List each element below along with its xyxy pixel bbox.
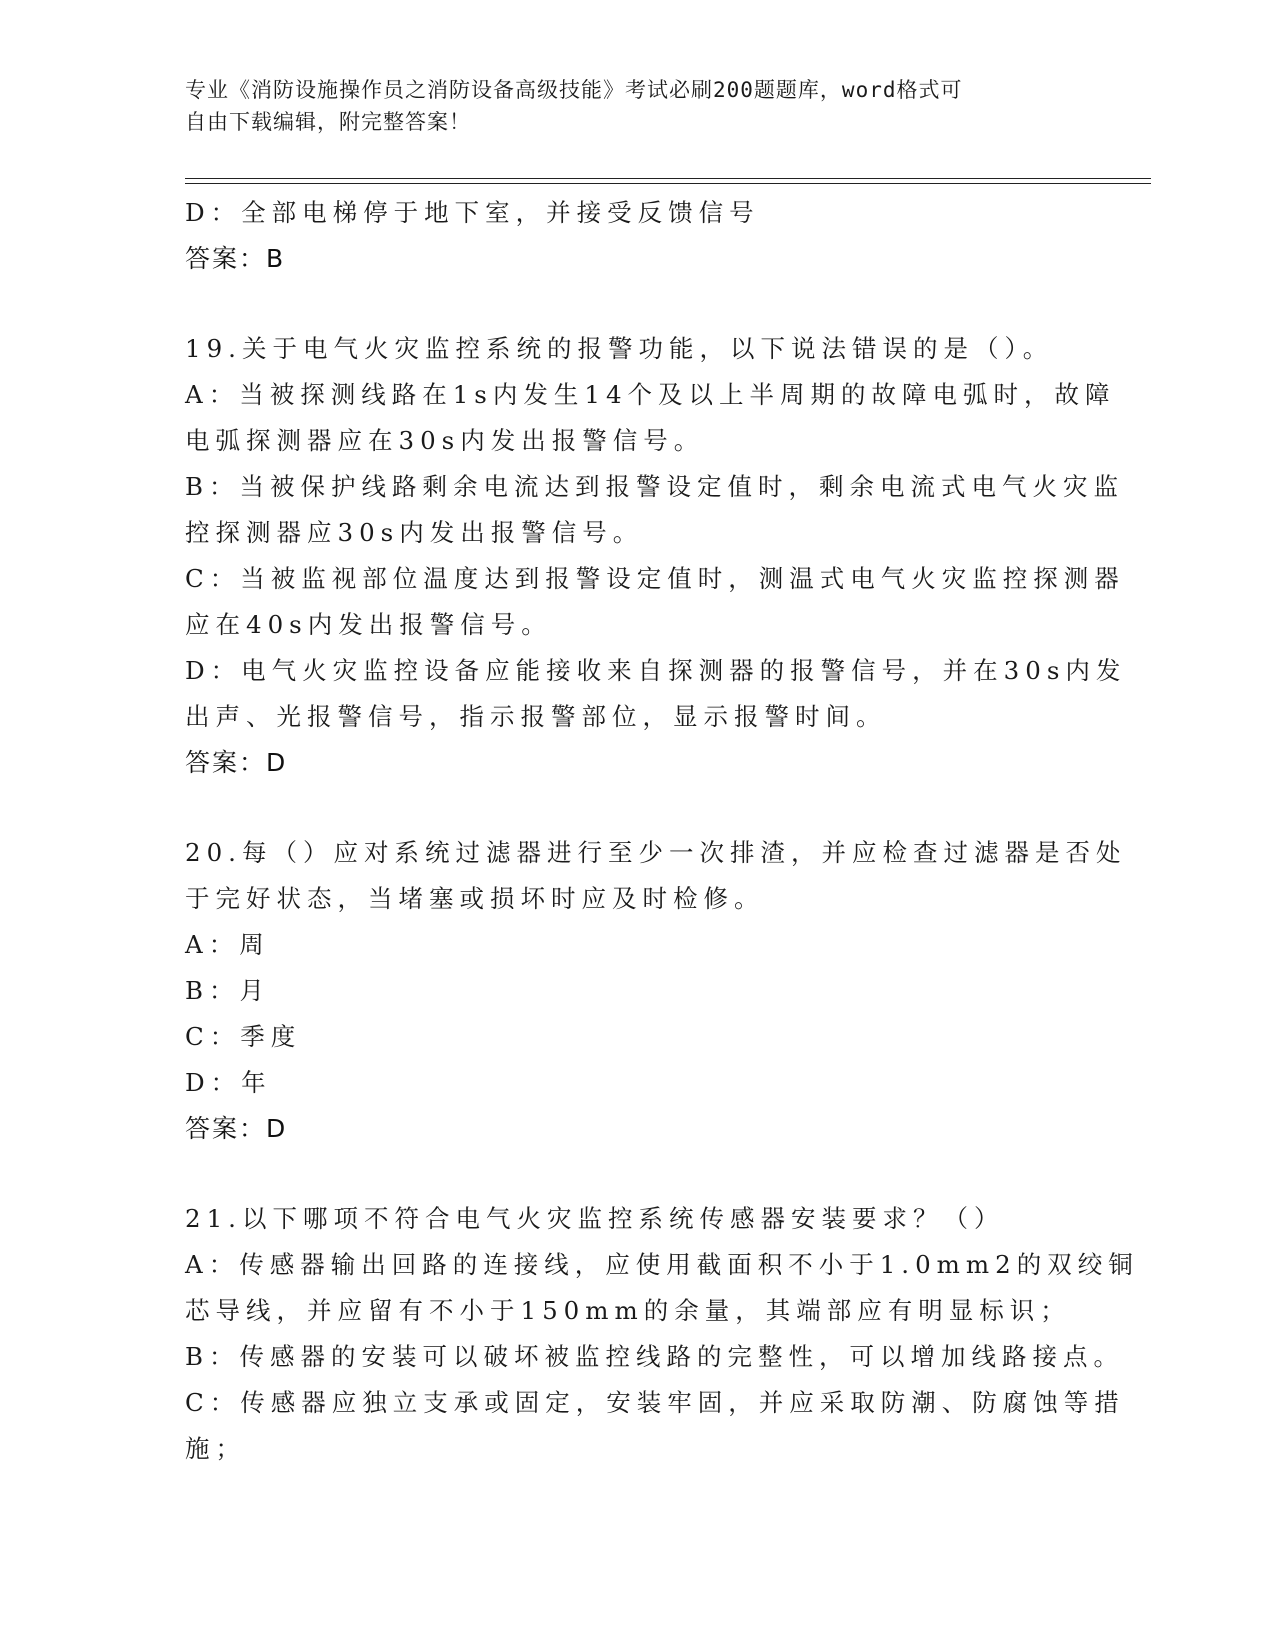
question-19 — [185, 326, 1127, 786]
document-body — [185, 190, 1139, 1472]
document-header — [185, 74, 1065, 138]
option-d-line-2: 出声、光报警信号，指示报警部位，显示报警时间。 — [185, 702, 887, 731]
option-b: B：传感器的安装可以破坏被监控线路的完整性，可以增加线路接点。 — [185, 1342, 1125, 1371]
header-divider-top — [185, 178, 1151, 179]
question-text: 19.关于电气火灾监控系统的报警功能，以下说法错误的是（）。 — [185, 334, 1054, 363]
option-b-line-2: 控探测器应30s内发出报警信号。 — [185, 518, 644, 547]
question-text-line-1: 20.每（）应对系统过滤器进行至少一次排渣，并应检查过滤器是否处 — [185, 838, 1127, 867]
question-text: 21.以下哪项不符合电气火灾监控系统传感器安装要求？（） — [185, 1204, 1005, 1233]
option-a: A：周 — [185, 930, 270, 959]
header-line-2: 自由下载编辑，附完整答案！ — [185, 110, 471, 134]
header-line-1: 专业《消防设施操作员之消防设备高级技能》考试必刷200题题库，word格式可 — [185, 78, 963, 102]
answer: 答案：D — [185, 1114, 288, 1143]
option-d-line-1: D：电气火灾监控设备应能接收来自探测器的报警信号，并在30s内发 — [185, 656, 1127, 685]
option-c-line-2: 应在40s内发出报警信号。 — [185, 610, 552, 639]
option-a-line-1: A：传感器输出回路的连接线，应使用截面积不小于1.0mm2的双绞铜 — [185, 1250, 1139, 1279]
header-divider-bottom — [185, 183, 1151, 184]
option-d: D：年 — [185, 1068, 272, 1097]
option-c-line-1: C：当被监视部位温度达到报警设定值时，测温式电气火灾监控探测器 — [185, 564, 1125, 593]
spacer — [185, 282, 1075, 326]
option-b-line-1: B：当被保护线路剩余电流达到报警设定值时，剩余电流式电气火灾监 — [185, 472, 1125, 501]
option-c: C：季度 — [185, 1022, 302, 1051]
answer: 答案：B — [185, 244, 286, 273]
question-21 — [185, 1196, 1139, 1472]
option-c-line-1: C：传感器应独立支承或固定，安装牢固，并应采取防潮、防腐蚀等措 — [185, 1388, 1125, 1417]
option-c-line-2: 施； — [185, 1434, 246, 1463]
spacer — [185, 786, 1075, 830]
option-d: D：全部电梯停于地下室，并接受反馈信号 — [185, 198, 760, 227]
option-a-line-1: A：当被探测线路在1s内发生14个及以上半周期的故障电弧时，故障 — [185, 380, 1116, 409]
question-18-tail — [185, 190, 1075, 282]
option-b: B：月 — [185, 976, 271, 1005]
question-20 — [185, 830, 1127, 1152]
option-a-line-2: 芯导线，并应留有不小于150mm的余量，其端部应有明显标识； — [185, 1296, 1071, 1325]
question-text-line-2: 于完好状态，当堵塞或损坏时应及时检修。 — [185, 884, 765, 913]
spacer — [185, 1152, 1075, 1196]
option-a-line-2: 电弧探测器应在30s内发出报警信号。 — [185, 426, 705, 455]
answer: 答案：D — [185, 748, 288, 777]
